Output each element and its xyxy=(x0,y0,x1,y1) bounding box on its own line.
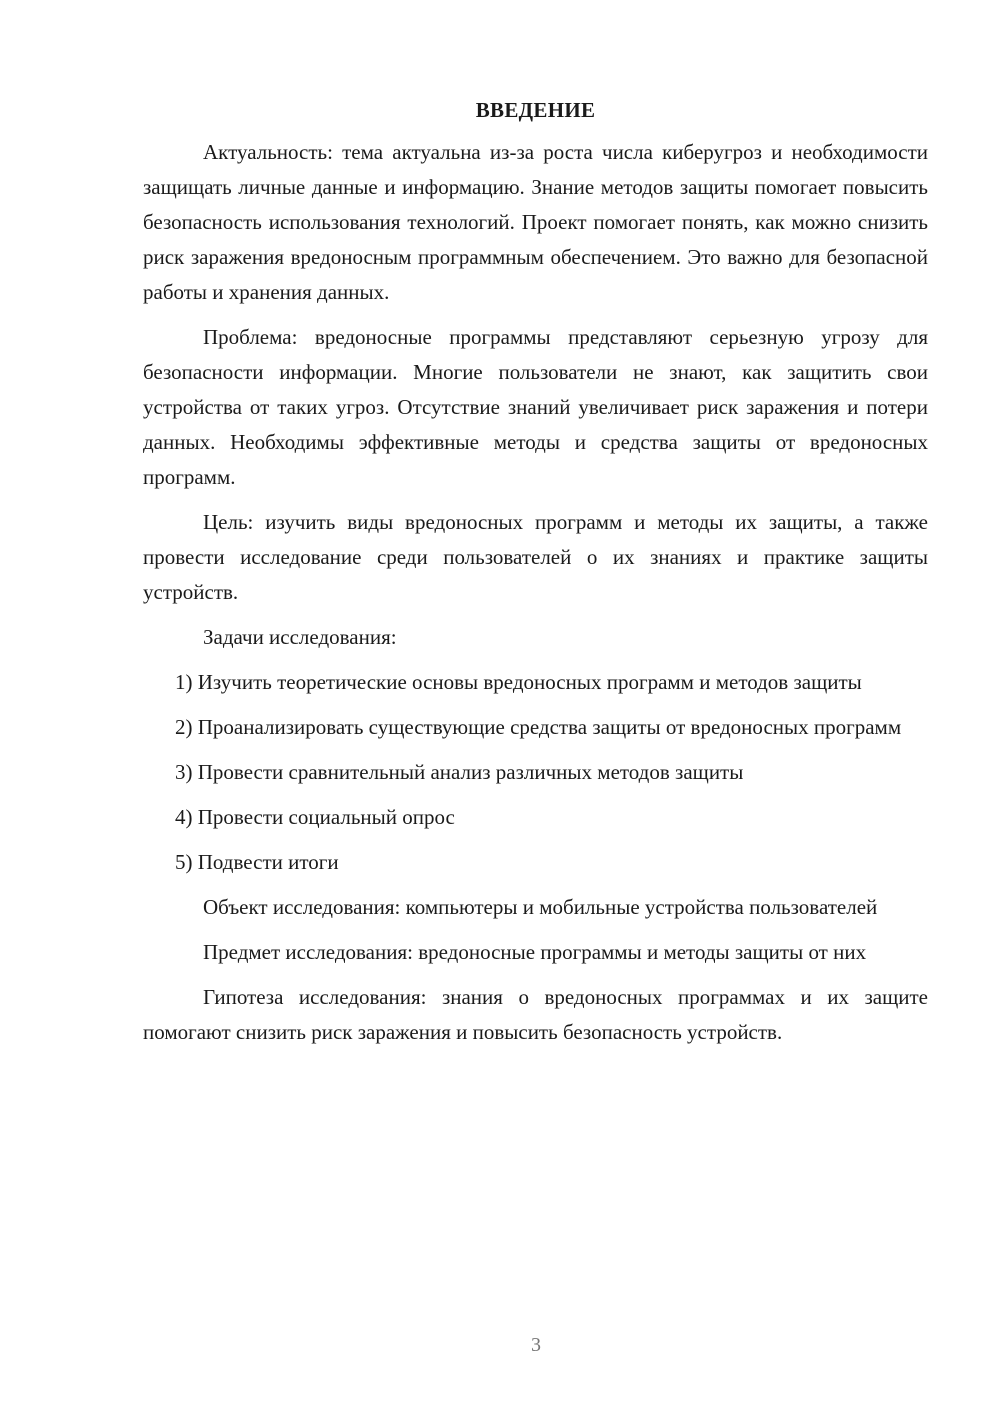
paragraph-problem: Проблема: вредоносные программы представляют серьезную угрозу для безопасности информации. Многие пользователи не знают, как защитить свои устройства от таких угроз. Отсутствие знаний увеличивает риск заражения и потери данных. Необходимы эффективные методы и средства защиты от вредоносных программ. xyxy=(143,325,928,489)
task-item-4: 4) Провести социальный опрос xyxy=(175,805,455,829)
task-item-1: 1) Изучить теоретические основы вредоносных программ и методов защиты xyxy=(175,670,862,694)
paragraph-tasks-heading: Задачи исследования: xyxy=(203,625,397,649)
paragraph-relevance: Актуальность: тема актуальна из-за роста числа киберугроз и необходимости защищать личные данные и информацию. Знание методов защиты помогает повысить безопасность использования технологий. Проект помогает понять, как можно снизить риск заражения вредоносным программным обеспечением. Это важно для безопасной работы и хранения данных. xyxy=(143,140,928,304)
task-item-2: 2) Проанализировать существующие средства защиты от вредоносных программ xyxy=(175,715,902,739)
page-content xyxy=(143,95,928,1060)
page-number: 3 xyxy=(531,1334,541,1356)
paragraph-hypothesis: Гипотеза исследования: знания о вредоносных программах и их защите помогают снизить риск заражения и повысить безопасность устройств. xyxy=(143,985,928,1044)
paragraph-subject: Предмет исследования: вредоносные программы и методы защиты от них xyxy=(203,940,867,964)
paragraph-object: Объект исследования: компьютеры и мобильные устройства пользователей xyxy=(203,895,878,919)
paragraph-goal: Цель: изучить виды вредоносных программ и методы их защиты, а также провести исследование среди пользователей о их знаниях и практике защиты устройств. xyxy=(143,510,928,604)
task-item-5: 5) Подвести итоги xyxy=(175,850,339,874)
task-item-3: 3) Провести сравнительный анализ различных методов защиты xyxy=(175,760,744,784)
section-title: ВВЕДЕНИЕ xyxy=(475,98,596,122)
